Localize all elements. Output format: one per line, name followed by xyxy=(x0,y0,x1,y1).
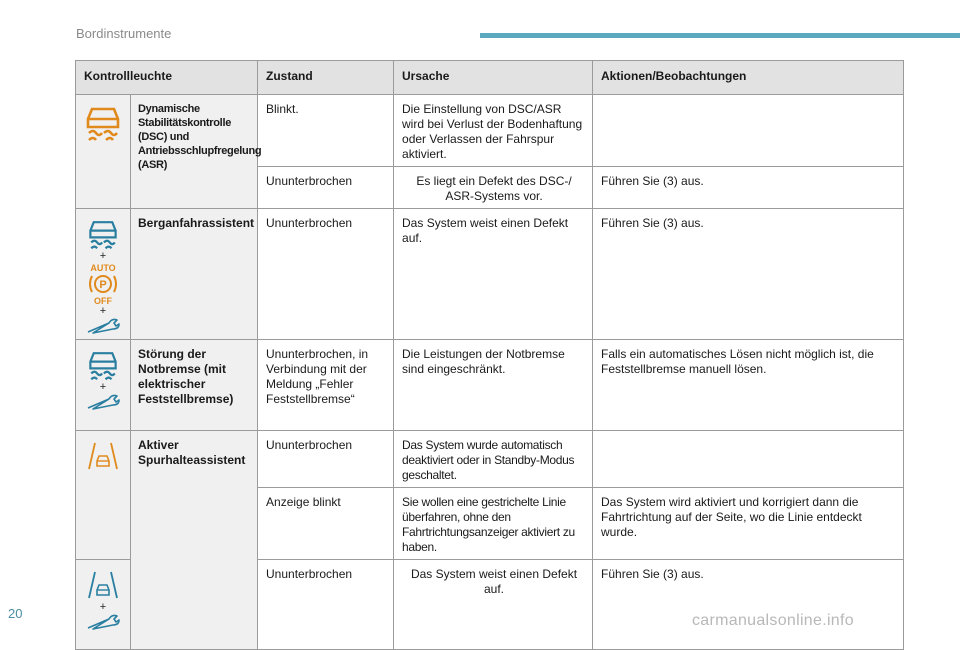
dsc-skid-icon xyxy=(87,217,119,251)
aktion-cell: Falls ein automatisches Lösen nicht möglich ist, die Feststellbremse manuell lösen. xyxy=(593,340,904,431)
icon-cell xyxy=(76,95,131,209)
icon-cell xyxy=(76,209,131,340)
warning-lights-table xyxy=(75,60,904,650)
table-header-row xyxy=(76,61,904,95)
table-row xyxy=(76,95,904,167)
wrench-icon xyxy=(85,317,121,335)
page-number: 20 xyxy=(8,606,23,621)
aktion-cell: Führen Sie (3) aus. xyxy=(593,167,904,209)
wrench-icon xyxy=(85,613,121,631)
zustand-cell: Ununterbrochen, in Verbindung mit der Meldung „Fehler Feststellbremse“ xyxy=(258,340,394,431)
plus-sign: + xyxy=(99,601,107,613)
ursache-cell: Das System weist einen Defekt auf. xyxy=(394,560,593,650)
zustand-cell: Blinkt. xyxy=(258,95,394,167)
dsc-skid-icon xyxy=(87,348,119,382)
plus-sign: + xyxy=(99,250,107,262)
auto-label: AUTO xyxy=(90,263,116,273)
ursache-cell: Das System wurde automatisch deaktiviert oder in Standby-Modus geschaltet. xyxy=(394,431,593,488)
table-row xyxy=(76,340,904,431)
indicator-name: Dynamische Stabilitätskontrolle (DSC) und Antriebsschlupfregelung (ASR) xyxy=(131,95,258,209)
ursache-cell: Das System weist einen Defekt auf. xyxy=(394,209,593,340)
zustand-cell: Anzeige blinkt xyxy=(258,488,394,560)
aktion-cell: Das System wird aktiviert und korrigiert dann die Fahrtrichtung auf der Seite, wo die Linie entdeckt wurde. xyxy=(593,488,904,560)
table-row xyxy=(76,431,904,488)
zustand-cell: Ununterbrochen xyxy=(258,431,394,488)
aktion-cell: Führen Sie (3) aus. xyxy=(593,560,904,650)
icon-cell xyxy=(76,560,131,650)
ursache-cell: Sie wollen eine gestrichelte Linie überfahren, ohne den Fahrtrichtungsanzeiger aktiviert zu haben. xyxy=(394,488,593,560)
ursache-cell: Die Leistungen der Notbremse sind eingeschränkt. xyxy=(394,340,593,431)
icon-cell xyxy=(76,340,131,431)
col-header-kontrollleuchte: Kontrollleuchte xyxy=(76,61,258,95)
aktion-cell: Führen Sie (3) aus. xyxy=(593,209,904,340)
col-header-zustand: Zustand xyxy=(258,61,394,95)
auto-p-off-icon xyxy=(86,262,120,306)
indicator-name: Berganfahrassistent xyxy=(131,209,258,340)
col-header-ursache: Ursache xyxy=(394,61,593,95)
plus-sign: + xyxy=(99,381,107,393)
table-row xyxy=(76,209,904,340)
aktion-cell xyxy=(593,95,904,167)
zustand-cell: Ununterbrochen xyxy=(258,209,394,340)
ursache-cell: Es liegt ein Defekt des DSC-/ ASR-Systems vor. xyxy=(394,167,593,209)
indicator-name: Störung der Notbremse (mit elektrischer Feststellbremse) xyxy=(131,340,258,431)
section-title: Bordinstrumente xyxy=(76,26,172,41)
watermark: carmanualsonline.info xyxy=(692,612,854,629)
dsc-skid-icon xyxy=(84,103,122,143)
zustand-cell: Ununterbrochen xyxy=(258,560,394,650)
header-accent-bar xyxy=(480,33,960,38)
indicator-name: Aktiver Spurhalteassistent xyxy=(131,431,258,650)
lane-keep-icon xyxy=(86,439,120,473)
zustand-cell: Ununterbrochen xyxy=(258,167,394,209)
wrench-icon xyxy=(85,393,121,411)
ursache-cell: Die Einstellung von DSC/ASR wird bei Verlust der Bodenhaftung oder Verlassen der Fahrspur aktiviert. xyxy=(394,95,593,167)
off-label: OFF xyxy=(94,296,112,306)
aktion-cell xyxy=(593,431,904,488)
icon-cell xyxy=(76,431,131,560)
col-header-aktionen: Aktionen/Beobachtungen xyxy=(593,61,904,95)
lane-keep-icon xyxy=(86,568,120,602)
p-label: P xyxy=(99,279,107,291)
plus-sign: + xyxy=(99,305,107,317)
